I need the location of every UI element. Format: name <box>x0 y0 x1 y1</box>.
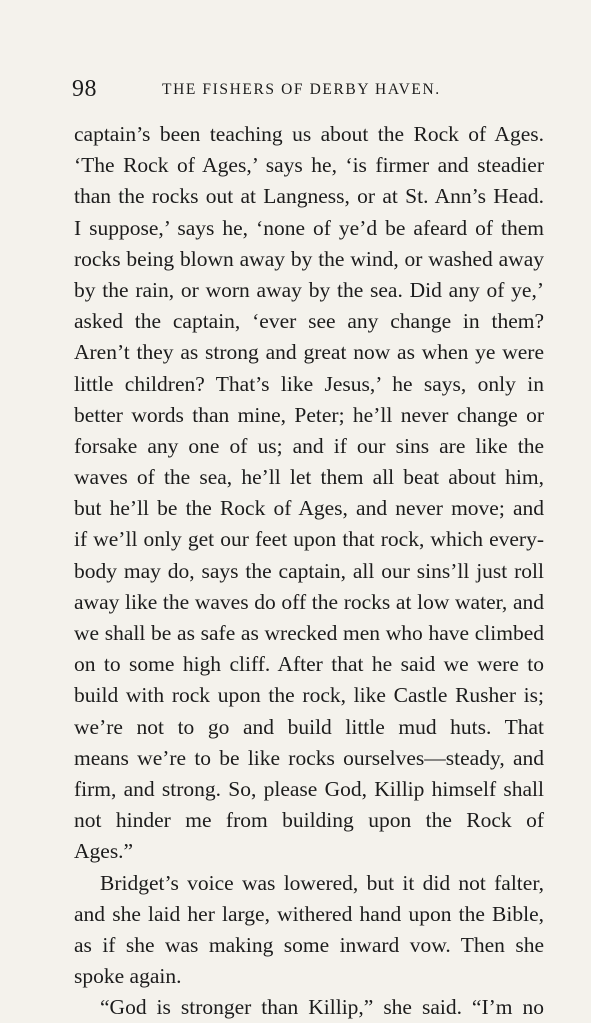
text-line: Ages.” <box>74 839 134 864</box>
text-line: forsake any one of us; and if our sins are like the <box>74 433 544 458</box>
text-line: build with rock upon the rock, like Castle Rusher is; <box>74 683 544 708</box>
text-line: by the rain, or worn away by the sea. Did any of ye,’ <box>74 277 544 302</box>
text-line: waves of the sea, he’ll let them all beat about him, <box>74 465 544 490</box>
text-line: not hinder me from building upon the Rock of <box>74 808 544 833</box>
text-line: Bridget’s voice was lowered, but it did not falter, <box>100 870 544 895</box>
text-line: I suppose,’ says he, ‘none of ye’d be afeard of them <box>74 215 544 240</box>
text-line: away like the waves do off the rocks at low water, and <box>74 589 544 614</box>
text-line: better words than mine, Peter; he’ll never change or <box>74 402 544 427</box>
text-line: and she laid her large, withered hand upon the Bible, <box>74 901 544 926</box>
text-line: as if she was making some inward vow. Then she <box>74 932 544 957</box>
text-line: captain’s been teaching us about the Rock of Ages. <box>74 122 544 146</box>
text-line: rocks being blown away by the wind, or washed away <box>74 246 544 271</box>
text-line: firm, and strong. So, please God, Killip himself shall <box>74 776 544 801</box>
text-line: we shall be as safe as wrecked men who have climbed <box>74 621 544 645</box>
text-line: means we’re to be like rocks ourselves—steady, and <box>74 745 544 770</box>
page-header <box>72 74 542 104</box>
body-text <box>74 119 544 1023</box>
text-line: little children? That’s like Jesus,’ he says, only in <box>74 371 544 396</box>
text-line: Aren’t they as strong and great now as when ye were <box>74 340 544 365</box>
text-line: than the rocks out at Langness, or at St. Ann’s Head. <box>74 184 544 209</box>
running-head: THE FISHERS OF DERBY HAVEN. <box>162 81 441 98</box>
text-line: ‘The Rock of Ages,’ says he, ‘is firmer and steadier <box>74 153 544 178</box>
text-line: spoke again. <box>74 964 182 989</box>
text-line: if we’ll only get our feet upon that rock, which every- <box>74 527 544 552</box>
text-line: on to some high cliff. After that he said we were to <box>74 652 544 677</box>
text-line: body may do, says the captain, all our sins’ll just roll <box>74 558 544 583</box>
page-number: 98 <box>72 76 97 102</box>
text-line: “God is stronger than Killip,” she said. “I’m no <box>100 995 544 1020</box>
text-line: but he’ll be the Rock of Ages, and never move; and <box>74 496 544 521</box>
text-line: asked the captain, ‘ever see any change in them? <box>74 309 544 334</box>
text-line: we’re not to go and build little mud huts. That <box>74 714 544 739</box>
